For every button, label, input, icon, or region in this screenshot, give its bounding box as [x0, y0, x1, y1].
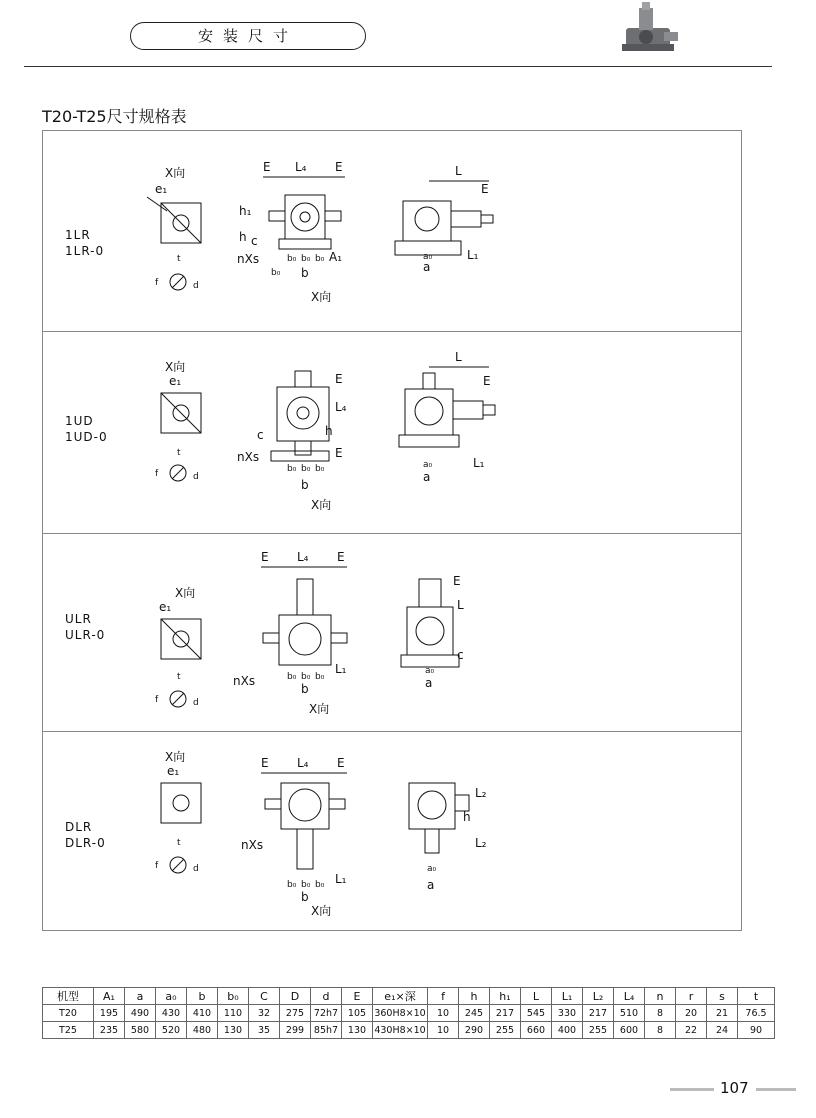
svg-text:L₄: L₄: [297, 550, 309, 564]
svg-text:h: h: [325, 424, 333, 438]
svg-text:L₄: L₄: [297, 756, 309, 770]
table-cell: t: [738, 988, 775, 1005]
svg-text:b₀: b₀: [315, 880, 325, 890]
svg-text:d: d: [193, 281, 199, 291]
table-cell: T20: [43, 1005, 94, 1022]
svg-text:b₀: b₀: [287, 254, 297, 264]
drawing-ulr: [43, 533, 741, 731]
model-label-variant: ULR-0: [65, 628, 106, 642]
header-rule: [24, 66, 772, 67]
svg-text:b: b: [301, 266, 309, 280]
drawing-1ud: [43, 331, 741, 533]
table-cell: L₂: [583, 988, 614, 1005]
svg-text:b₀: b₀: [315, 464, 325, 474]
svg-text:nXs: nXs: [241, 838, 264, 852]
svg-text:b: b: [301, 890, 309, 904]
section-title-pill: [130, 22, 366, 50]
table-cell: 580: [125, 1022, 156, 1039]
svg-text:f: f: [155, 861, 159, 871]
table-cell: 430: [156, 1005, 187, 1022]
table-cell: a₀: [156, 988, 187, 1005]
svg-text:a₀: a₀: [423, 460, 433, 470]
e1-label: e₁: [155, 182, 168, 196]
table-cell: 76.5: [738, 1005, 775, 1022]
table-cell: 275: [280, 1005, 311, 1022]
page-number-rule-left: [670, 1088, 714, 1091]
svg-text:f: f: [155, 278, 159, 288]
svg-text:e₁: e₁: [159, 600, 172, 614]
svg-text:b₀: b₀: [301, 464, 311, 474]
svg-text:A₁: A₁: [329, 250, 343, 264]
svg-text:L₂: L₂: [475, 836, 487, 850]
svg-text:h: h: [239, 230, 247, 244]
table-cell: 299: [280, 1022, 311, 1039]
table-cell: D: [280, 988, 311, 1005]
table-cell: f: [428, 988, 459, 1005]
table-cell: 245: [459, 1005, 490, 1022]
table-cell: E: [342, 988, 373, 1005]
page-number-rule-right: [756, 1088, 796, 1091]
svg-text:d: d: [193, 472, 199, 482]
table-cell: 90: [738, 1022, 775, 1039]
table-cell: L₄: [614, 988, 645, 1005]
svg-text:L: L: [455, 350, 462, 364]
svg-text:t: t: [177, 838, 181, 848]
model-label-variant: 1LR-0: [65, 244, 105, 258]
svg-text:a₀: a₀: [425, 666, 435, 676]
table-header-row: [43, 988, 775, 1005]
table-row: [43, 1022, 775, 1039]
table-cell: h: [459, 988, 490, 1005]
svg-text:X向: X向: [175, 586, 196, 600]
section-title: 安装尺寸: [197, 27, 298, 45]
svg-text:b₀: b₀: [301, 254, 311, 264]
table-cell: 400: [552, 1022, 583, 1039]
svg-text:h₁: h₁: [239, 204, 252, 218]
table-row: [43, 1005, 775, 1022]
table-cell: 217: [490, 1005, 521, 1022]
table-cell: 21: [707, 1005, 738, 1022]
table-cell: 255: [490, 1022, 521, 1039]
drawing-frame: [42, 130, 742, 931]
table-cell: A₁: [94, 988, 125, 1005]
table-cell: 35: [249, 1022, 280, 1039]
svg-text:E: E: [335, 160, 343, 174]
svg-text:b₀: b₀: [315, 672, 325, 682]
model-label: 1UD: [65, 414, 94, 428]
svg-text:b₀: b₀: [287, 672, 297, 682]
table-cell: 32: [249, 1005, 280, 1022]
svg-text:X向: X向: [311, 498, 332, 512]
svg-text:t: t: [177, 672, 181, 682]
svg-text:E: E: [261, 756, 269, 770]
svg-text:E: E: [453, 574, 461, 588]
model-label: DLR: [65, 820, 93, 834]
table-cell: 510: [614, 1005, 645, 1022]
svg-text:t: t: [177, 448, 181, 458]
svg-text:e₁: e₁: [169, 374, 182, 388]
table-cell: 217: [583, 1005, 614, 1022]
drawing-1lr: [43, 131, 741, 331]
svg-text:b: b: [301, 682, 309, 696]
table-cell: b₀: [218, 988, 249, 1005]
svg-text:L₁: L₁: [467, 248, 479, 262]
svg-text:c: c: [251, 234, 258, 248]
table-cell: 24: [707, 1022, 738, 1039]
gearbox-product-image: [612, 2, 682, 54]
svg-text:E: E: [481, 182, 489, 196]
table-cell: 410: [187, 1005, 218, 1022]
model-label: ULR: [65, 612, 92, 626]
svg-text:E: E: [483, 374, 491, 388]
table-cell: h₁: [490, 988, 521, 1005]
svg-text:E: E: [263, 160, 271, 174]
svg-text:b₀: b₀: [287, 464, 297, 474]
table-cell: 机型: [43, 988, 94, 1005]
svg-text:a₀: a₀: [423, 252, 433, 262]
svg-text:X向: X向: [309, 702, 330, 716]
svg-text:nXs: nXs: [237, 450, 260, 464]
x-dir-arrow-label: X向: [311, 290, 332, 304]
svg-text:h: h: [463, 810, 471, 824]
svg-text:b₀: b₀: [271, 268, 281, 278]
table-cell: 290: [459, 1022, 490, 1039]
svg-text:e₁: e₁: [167, 764, 180, 778]
svg-text:a: a: [427, 878, 435, 892]
table-cell: 545: [521, 1005, 552, 1022]
svg-text:L₄: L₄: [335, 400, 347, 414]
svg-text:E: E: [337, 550, 345, 564]
svg-text:d: d: [193, 698, 199, 708]
table-cell: T25: [43, 1022, 94, 1039]
panel-ulr: [43, 533, 741, 732]
table-cell: 195: [94, 1005, 125, 1022]
table-cell: 10: [428, 1022, 459, 1039]
svg-text:b₀: b₀: [315, 254, 325, 264]
table-cell: 360H8×10: [373, 1005, 428, 1022]
svg-text:nXs: nXs: [233, 674, 256, 688]
svg-text:X向: X向: [311, 904, 332, 918]
svg-text:c: c: [257, 428, 264, 442]
spec-table: [42, 987, 775, 1039]
svg-text:X向: X向: [165, 360, 186, 374]
table-cell: 85h7: [311, 1022, 342, 1039]
table-cell: 22: [676, 1022, 707, 1039]
table-cell: 520: [156, 1022, 187, 1039]
table-cell: n: [645, 988, 676, 1005]
svg-text:f: f: [155, 469, 159, 479]
svg-text:L₄: L₄: [295, 160, 307, 174]
svg-text:c: c: [457, 648, 464, 662]
svg-text:L: L: [457, 598, 464, 612]
svg-text:nXs: nXs: [237, 252, 260, 266]
model-label-variant: 1UD-0: [65, 430, 108, 444]
table-cell: 235: [94, 1022, 125, 1039]
svg-text:a: a: [425, 676, 433, 690]
model-label: 1LR: [65, 228, 91, 242]
svg-text:t: t: [177, 254, 181, 264]
svg-text:E: E: [335, 372, 343, 386]
table-cell: 10: [428, 1005, 459, 1022]
table-cell: 110: [218, 1005, 249, 1022]
table-cell: r: [676, 988, 707, 1005]
svg-text:X向: X向: [165, 750, 186, 764]
table-cell: 480: [187, 1022, 218, 1039]
table-cell: 130: [218, 1022, 249, 1039]
svg-text:d: d: [193, 864, 199, 874]
x-dir-label: X向: [165, 166, 186, 180]
panel-1ud: [43, 331, 741, 534]
svg-text:b: b: [301, 478, 309, 492]
table-cell: L₁: [552, 988, 583, 1005]
svg-text:f: f: [155, 695, 159, 705]
panel-dlr: [43, 731, 741, 930]
table-cell: L: [521, 988, 552, 1005]
table-cell: e₁×深: [373, 988, 428, 1005]
table-cell: a: [125, 988, 156, 1005]
page-number: 107: [720, 1079, 749, 1097]
panel-1lr: [43, 131, 741, 332]
table-cell: 490: [125, 1005, 156, 1022]
svg-text:E: E: [335, 446, 343, 460]
svg-text:L: L: [455, 164, 462, 178]
svg-text:L₁: L₁: [335, 872, 347, 886]
svg-text:b₀: b₀: [287, 880, 297, 890]
svg-text:a: a: [423, 470, 431, 484]
table-cell: 8: [645, 1005, 676, 1022]
table-cell: 330: [552, 1005, 583, 1022]
table-cell: 130: [342, 1022, 373, 1039]
table-cell: 255: [583, 1022, 614, 1039]
table-cell: 105: [342, 1005, 373, 1022]
drawing-dlr: [43, 731, 741, 930]
table-cell: 600: [614, 1022, 645, 1039]
page-title: T20-T25尺寸规格表: [42, 107, 187, 126]
svg-text:E: E: [261, 550, 269, 564]
table-cell: 430H8×10: [373, 1022, 428, 1039]
table-cell: d: [311, 988, 342, 1005]
table-cell: C: [249, 988, 280, 1005]
table-cell: 72h7: [311, 1005, 342, 1022]
table-cell: s: [707, 988, 738, 1005]
svg-text:b₀: b₀: [301, 880, 311, 890]
svg-text:L₁: L₁: [335, 662, 347, 676]
model-label-variant: DLR-0: [65, 836, 106, 850]
svg-text:a₀: a₀: [427, 864, 437, 874]
table-cell: 660: [521, 1022, 552, 1039]
svg-text:a: a: [423, 260, 431, 274]
svg-text:b₀: b₀: [301, 672, 311, 682]
table-cell: 20: [676, 1005, 707, 1022]
svg-text:L₁: L₁: [473, 456, 485, 470]
svg-text:E: E: [337, 756, 345, 770]
table-cell: b: [187, 988, 218, 1005]
svg-text:L₂: L₂: [475, 786, 487, 800]
table-cell: 8: [645, 1022, 676, 1039]
